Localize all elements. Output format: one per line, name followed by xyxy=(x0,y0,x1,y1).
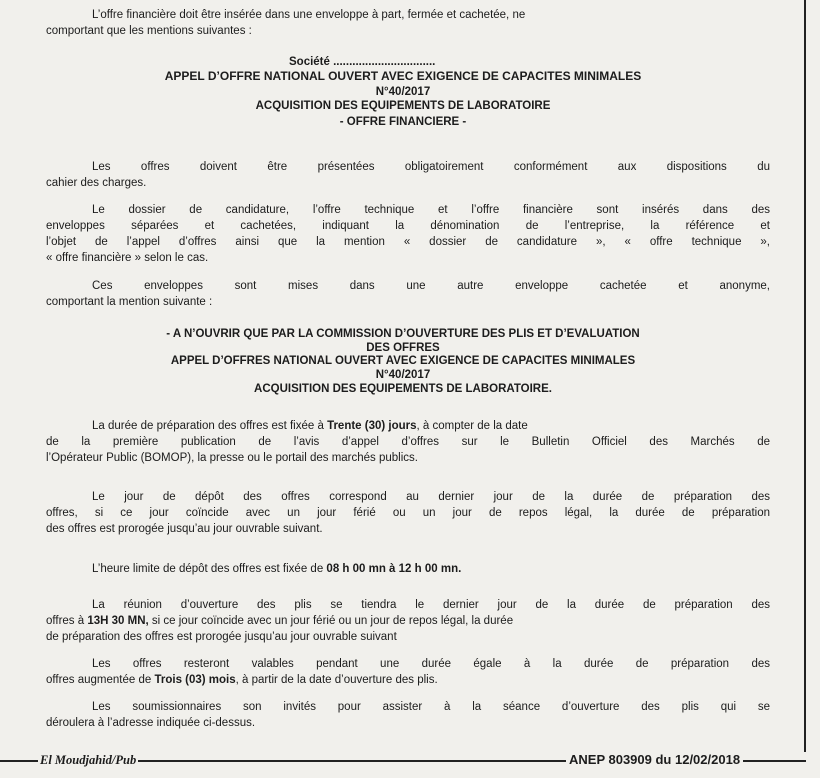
outer-line-1: - A N’OUVRIR QUE PAR LA COMMISSION D’OUVERTURE DES PLIS ET D’EVALUATION xyxy=(166,328,640,340)
p6-text: L’heure limite de dépôt des offres est fixée de xyxy=(92,563,327,575)
p7-time: 13H 30 MN, xyxy=(87,615,149,627)
outer-line-3: APPEL D’OFFRES NATIONAL OUVERT AVEC EXIGENCE DE CAPACITES MINIMALES xyxy=(170,355,636,367)
p2-line-2: enveloppes séparées et cachetées, indiquant la dénomination de l’entreprise, la référence et xyxy=(46,220,770,232)
p4-text-c: , à compter de la date xyxy=(416,420,528,432)
anep-reference: ANEP 803909 du 12/02/2018 xyxy=(566,752,743,768)
outer-line-2: DES OFFRES xyxy=(366,342,440,354)
p8-line-1: Les offres resteront valables pendant une durée égale à la durée de préparation des xyxy=(92,658,770,670)
p4-line-1 xyxy=(92,420,528,433)
p6-hours: 08 h 00 mn à 12 h 00 mn. xyxy=(326,563,462,575)
p7-text-a: offres à xyxy=(46,615,88,627)
outer-line-4: N°40/2017 xyxy=(375,369,431,381)
p7-text-c: si ce jour coïncide avec un jour férié ou un jour de repos légal, la durée xyxy=(148,615,514,627)
outer-line-5: ACQUISITION DES EQUIPEMENTS DE LABORATOIRE. xyxy=(254,383,552,395)
p3-line-2: comportant la mention suivante : xyxy=(46,296,213,308)
p2-line-1: Le dossier de candidature, l’offre technique et l’offre financière sont insérés dans des xyxy=(92,204,770,216)
p8-text-a: offres augmentée de xyxy=(46,674,155,686)
p1-line-1: Les offres doivent être présentées obligatoirement conformément aux dispositions du xyxy=(92,161,770,173)
envelope-title: APPEL D’OFFRE NATIONAL OUVERT AVEC EXIGENCE DE CAPACITES MINIMALES xyxy=(164,69,642,83)
envelope-object: ACQUISITION DES EQUIPEMENTS DE LABORATOIRE xyxy=(255,100,551,112)
envelope-kind: - OFFRE FINANCIERE - xyxy=(339,116,467,128)
p2-line-3: l’objet de l’appel d’offres ainsi que la mention « dossier de candidature », « offre technique », xyxy=(46,236,770,248)
p5-line-3: des offres est prorogée jusqu’au jour ouvrable suivant. xyxy=(46,523,323,535)
p7-line-3: de préparation des offres est prorogée jusqu’au jour ouvrable suivant xyxy=(46,631,397,643)
publisher-credit: El Moudjahid/Pub xyxy=(40,753,137,767)
intro-line-2: comportant que les mentions suivantes : xyxy=(46,25,252,37)
p8-validity: Trois (03) mois xyxy=(154,674,236,686)
envelope-number: N°40/2017 xyxy=(375,86,431,98)
p5-line-2: offres, si ce jour coïncide avec un jour férié ou un jour de repos légal, la durée de préparation xyxy=(46,507,770,519)
p3-line-1: Ces enveloppes sont mises dans une autre enveloppe cachetée et anonyme, xyxy=(92,280,770,292)
p8-line-2 xyxy=(46,674,438,687)
p6-line xyxy=(92,563,461,576)
p9-line-1: Les soumissionnaires son invités pour assister à la séance d’ouverture des plis qui se xyxy=(92,701,770,713)
p5-line-1: Le jour de dépôt des offres correspond au dernier jour de la durée de préparation des xyxy=(92,491,770,503)
p4-line-2: de la première publication de l’avis d’appel d’offres sur le Bulletin Officiel des Marchés de xyxy=(46,436,770,448)
p4-duration: Trente (30) jours xyxy=(327,420,417,432)
p1-line-2: cahier des charges. xyxy=(46,177,147,189)
p7-line-1: La réunion d’ouverture des plis se tiendra le dernier jour de la durée de préparation des xyxy=(92,599,770,611)
envelope-societe: Société ................................ xyxy=(289,56,436,68)
p7-line-2 xyxy=(46,615,513,628)
p4-line-3: l’Opérateur Public (BOMOP), la presse ou le portail des marchés publics. xyxy=(46,452,418,464)
p9-line-2: déroulera à l’adresse indiquée ci-dessus. xyxy=(46,717,256,729)
intro-line-1: L’offre financière doit être insérée dans une enveloppe à part, fermée et cachetée, ne xyxy=(92,9,526,21)
p8-text-c: , à partir de la date d’ouverture des plis. xyxy=(235,674,438,686)
p2-line-4: « offre financière » selon le cas. xyxy=(46,252,209,264)
p4-text-a: La durée de préparation des offres est fixée à xyxy=(92,420,328,432)
